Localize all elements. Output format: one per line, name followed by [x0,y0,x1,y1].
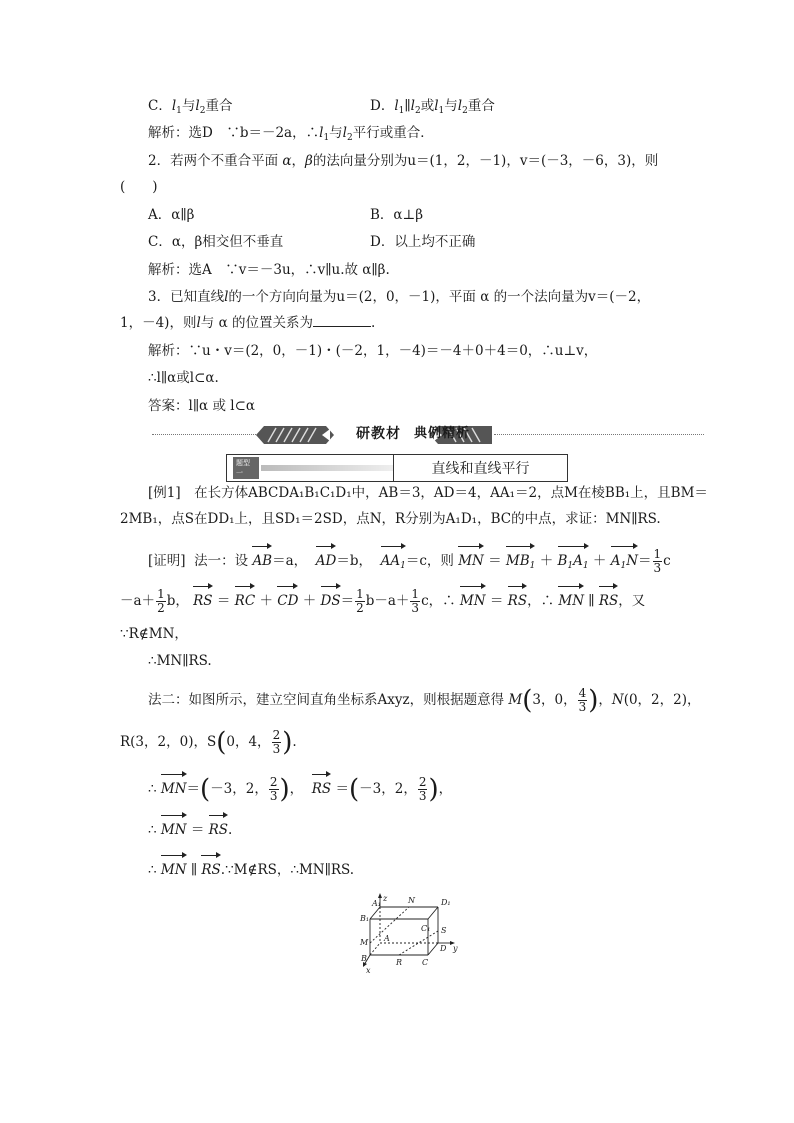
q2-stem: 2．若两个不重合平面 α，β的法向量分别为u＝(1，2，－1)，v＝(－3，－6，3)，则 [148,153,659,169]
q3-analysis-line1: 解析：∵u・v＝(2，0，－1)・(－2，1，－4)＝－4＋0＋4＝0，∴u⊥v， [148,343,598,359]
q3-stem-line1: 3．已知直线l的一个方向向量为u＝(2，0，－1)，平面 α 的一个法向量为v＝(－2， [148,289,651,305]
proof-method2-line4: ∴ MN ＝ RS. [148,822,233,838]
q2-paren: ( ) [120,179,158,195]
q1-option-d: D．$l_1\parallel l_2$或$l_1$与$l_2$重合 [370,98,495,116]
banner-dots-right [494,434,704,435]
banner-title: 研教材 [356,426,401,442]
proof-line4: ∴MN∥RS. [148,653,212,669]
topic-title: 直线和直线平行 [431,461,530,477]
fig-label-r: R [396,958,403,967]
proof-method2-line5: ∴ MN ∥ RS.∵M∉RS，∴MN∥RS. [148,862,355,878]
q2-option-b: B．α⊥β [370,207,424,223]
topic-tag-cell [227,455,394,481]
proof-method2-line2: R(3，2，0)，S(0，4， $\frac{2}{3}$ ). [120,727,297,758]
fig-label-a: A [384,934,390,943]
fig-label-b: B [361,954,367,963]
fig-label-a1: A₁ [372,899,381,908]
fig-label-b1: B₁ [360,914,370,923]
answer-blank [313,314,371,327]
z-axis-arrow-icon [378,893,382,898]
q1-option-c: C．$l_1$与$l_2$重合 [148,98,233,116]
q1-analysis: 解析：选D ∵b＝－2a，$\therefore l_1$与$l_2$平行或重合． [148,125,434,143]
fig-label-c: C [422,958,429,967]
section-banner [152,424,704,446]
proof-line1: [证明] 法一：设 AB＝a， AD＝b， $AA_1=c$，则 MN ＝ $MB_1 + B_1A_1 + A_1N=$ $\frac{1}{3}$ c [148,547,671,575]
fig-label-y: y [453,944,458,953]
proof-method2-line3: ∴ MN＝(－3，2， $\frac{2}{3}$ )， RS ＝(－3，2， $\frac{2}{3}$ )， [148,774,453,805]
fig-label-n: N [408,896,415,905]
fig-label-c1: C₁ [421,924,431,933]
q3-answer: 答案：l∥α 或 l⊂α [148,398,255,414]
banner-subtitle: 典例精析 [414,426,471,441]
example-line1: [例1] 在长方体ABCDA₁B₁C₁D₁中，AB＝3，AD＝4，AA₁＝2，点M在棱BB₁上，且BM＝ [148,485,708,501]
topic-box [226,454,568,482]
q2-option-c: C．α，β相交但不垂直 [148,234,284,250]
q2-option-a: A．α∥β [148,207,195,223]
banner-dots-left [152,434,256,435]
q2-option-d: D．以上均不正确 [370,234,476,250]
fig-label-z: z [383,894,388,903]
fig-label-d: D [440,944,447,953]
proof-line2: －a＋ $\frac{1}{2}$ b， RS ＝ RC ＋ CD ＋ DS＝ $\frac{1}{2}$ b－a＋ $\frac{1}{3}$ c，∴ MN ＝ RS，∴ MN ∥ RS，又 [120,587,646,615]
proof-method2-line1: 法二：如图所示，建立空间直角坐标系Axyz，则根据题意得 M(3，0， $\frac{4}{3}$ )，N(0，2，2)， [148,685,701,716]
topic-tag: 题型一 [233,457,259,479]
q3-stem-line2: 1，－4)，则l与 α 的位置关系为 . [120,315,376,331]
cuboid-figure [358,893,464,975]
topic-tag-bar [261,465,393,471]
fig-label-m: M [360,938,369,947]
fig-label-x: x [366,966,371,975]
q3-analysis-line2: ∴l∥α或l⊂α. [148,370,219,386]
q2-analysis: 解析：选A ∵v＝－3u，∴v∥u.故 α∥β. [148,262,390,278]
fig-label-d1: D₁ [441,898,451,907]
proof-line3: ∵R∉MN， [120,626,188,642]
example-line2: 2MB₁，点S在DD₁上，且SD₁＝2SD，点N，R分别为A₁D₁，BC的中点，求证：MN∥RS. [120,511,661,527]
fig-label-s: S [441,926,447,935]
